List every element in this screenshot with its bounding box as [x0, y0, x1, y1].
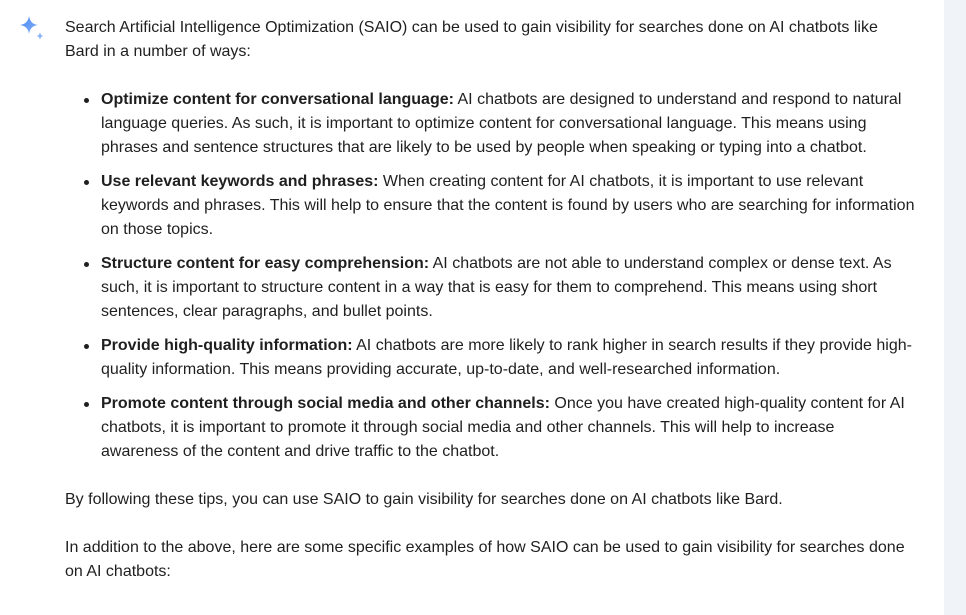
tip-text: When creating content for AI chatbots, it is important to use relevant keywords and phrases. This will help to ensure that the content is found by users who are searching for information on those topics. [101, 173, 915, 238]
list-item [65, 170, 915, 242]
tip-text: AI chatbots are more likely to rank higher in search results if they provide high-quality information. This means providing accurate, up-to-date, and well-researched information. [101, 337, 912, 378]
response-followup: In addition to the above, here are some specific examples of how SAIO can be used to gain visibility for searches done on AI chatbots: [65, 539, 905, 580]
tip-title: Structure content for easy comprehension: [101, 255, 430, 272]
tip-title: Use relevant keywords and phrases: [101, 173, 379, 190]
list-item [65, 334, 915, 382]
list-item [65, 88, 915, 160]
response-intro: Search Artificial Intelligence Optimization (SAIO) can be used to gain visibility for searches done on AI chatbots like Bard in a number of ways: [65, 19, 878, 60]
list-item [65, 252, 915, 324]
tip-text: AI chatbots are not able to understand complex or dense text. As such, it is important to structure content in a way that is easy for them to comprehend. This means using short sentences, clear paragraphs, and bullet points. [101, 255, 892, 320]
tip-title: Provide high-quality information: [101, 337, 353, 354]
list-item [65, 392, 915, 464]
side-panel-strip [944, 0, 966, 615]
tip-text: Once you have created high-quality content for AI chatbots, it is important to promote it through social media and other channels. This will help to increase awareness of the content and drive traffic to the chatbot. [101, 395, 905, 460]
bard-sparkle-icon [18, 14, 48, 44]
tip-text: AI chatbots are designed to understand and respond to natural language queries. As such, it is important to optimize content for conversational language. This means using phrases and sentence structures that are likely to be used by people when speaking or typing into a chatbot. [101, 91, 902, 156]
tip-title: Promote content through social media and other channels: [101, 395, 550, 412]
tips-list [65, 88, 915, 464]
response-summary: By following these tips, you can use SAIO to gain visibility for searches done on AI chatbots like Bard. [65, 491, 783, 508]
bard-response [65, 16, 915, 584]
tip-title: Optimize content for conversational language: [101, 91, 454, 108]
